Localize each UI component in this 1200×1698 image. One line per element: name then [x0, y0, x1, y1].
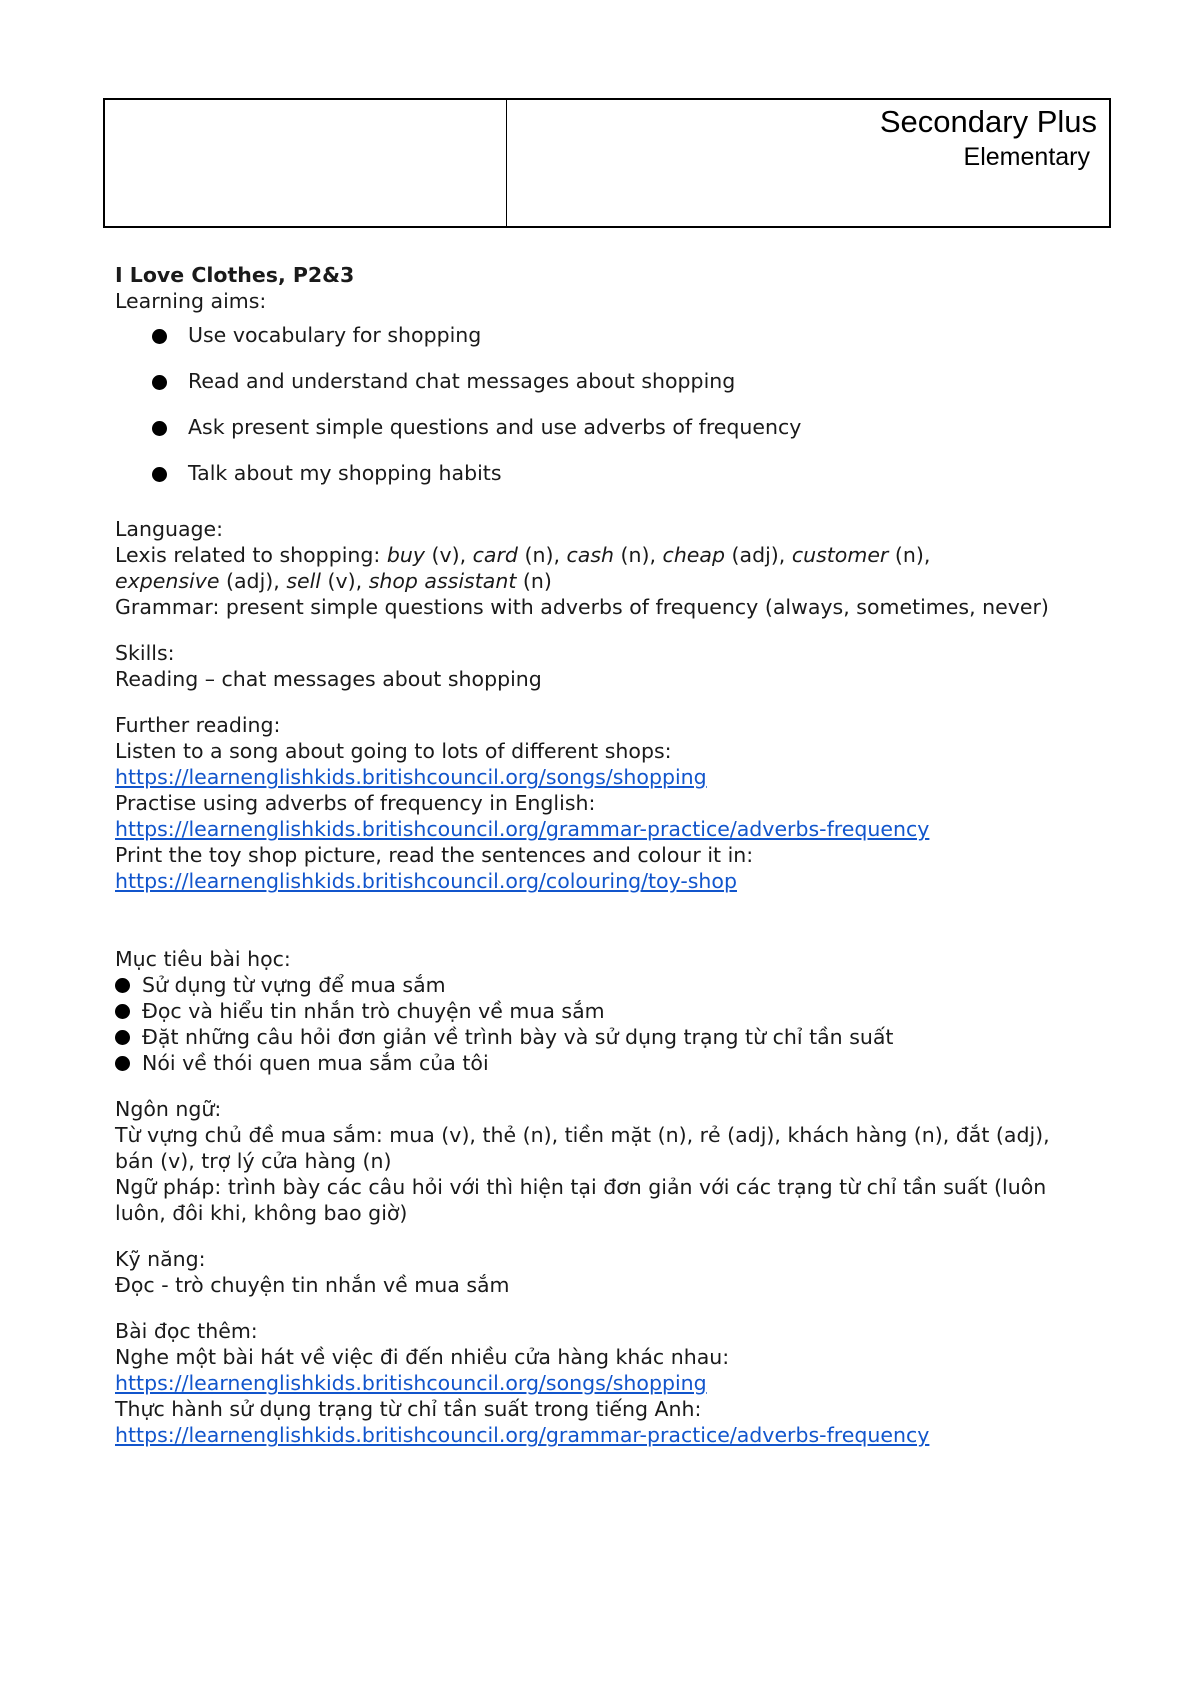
lesson-title: I Love Clothes, P2&3	[115, 263, 355, 287]
further-text-2: Practise using adverbs of frequency in English:	[115, 791, 596, 815]
vi-grammar-line: Ngữ pháp: trình bày các câu hỏi với thì hiện tại đơn giản với các trạng từ chỉ tần suất (luôn luôn, đôi khi, không bao giờ)	[115, 1175, 1047, 1225]
bullet-icon	[115, 1056, 130, 1071]
course-name: Secondary Plus	[879, 104, 1097, 139]
bullet-icon	[152, 467, 167, 482]
vi-further-label: Bài đọc thêm:	[115, 1319, 258, 1343]
vi-lexis-line: Từ vựng chủ đề mua sắm: mua (v), thẻ (n), tiền mặt (n), rẻ (adj), khách hàng (n), đắt (adj), bán (v), trợ lý cửa hàng (n)	[115, 1123, 1050, 1173]
bullet-icon	[152, 375, 167, 390]
vi-further-section	[115, 1318, 1085, 1448]
vi-language-section	[115, 1096, 1085, 1226]
list-item: Ask present simple questions and use adverbs of frequency	[115, 414, 1085, 440]
list-item: Nói về thói quen mua sắm của tôi	[115, 1050, 1085, 1076]
bullet-icon	[115, 978, 130, 993]
course-level: Elementary	[963, 143, 1090, 171]
further-reading-section	[115, 712, 1085, 894]
skills-section	[115, 640, 1085, 692]
link-adverbs-frequency[interactable]: https://learnenglishkids.britishcouncil.org/grammar-practice/adverbs-frequency	[115, 817, 930, 841]
bullet-icon	[115, 1004, 130, 1019]
list-item: Đọc và hiểu tin nhắn trò chuyện về mua sắm	[115, 998, 1085, 1024]
bullet-icon	[152, 329, 167, 344]
bullet-icon	[152, 421, 167, 436]
vi-further-text-1: Nghe một bài hát về việc đi đến nhiều cửa hàng khác nhau:	[115, 1345, 730, 1369]
vi-aims-list	[115, 972, 1085, 1076]
link-songs-shopping[interactable]: https://learnenglishkids.britishcouncil.org/songs/shopping	[115, 765, 707, 789]
skills-label: Skills:	[115, 641, 175, 665]
link-colouring-toy-shop[interactable]: https://learnenglishkids.britishcouncil.org/colouring/toy-shop	[115, 869, 737, 893]
document-body	[115, 262, 1085, 1448]
vi-skills-label: Kỹ năng:	[115, 1247, 206, 1271]
vi-further-text-2: Thực hành sử dụng trạng từ chỉ tần suất trong tiếng Anh:	[115, 1397, 702, 1421]
vi-link-songs-shopping[interactable]: https://learnenglishkids.britishcouncil.org/songs/shopping	[115, 1371, 707, 1395]
list-item: Read and understand chat messages about shopping	[115, 368, 1085, 394]
header-table	[103, 98, 1111, 228]
list-item: Sử dụng từ vựng để mua sắm	[115, 972, 1085, 998]
further-text-1: Listen to a song about going to lots of different shops:	[115, 739, 672, 763]
grammar-line: Grammar: present simple questions with adverbs of frequency (always, sometimes, never)	[115, 595, 1049, 619]
list-item: Talk about my shopping habits	[115, 460, 1085, 486]
bullet-icon	[115, 1030, 130, 1045]
vi-aims-section	[115, 946, 1085, 1076]
further-text-3: Print the toy shop picture, read the sentences and colour it in:	[115, 843, 754, 867]
lexis-line: Lexis related to shopping: buy (v), card (n), cash (n), cheap (adj), customer (n), expensive (adj), sell (v), shop assistant (n)	[115, 543, 931, 593]
list-item: Use vocabulary for shopping	[115, 322, 1085, 348]
list-item: Đặt những câu hỏi đơn giản về trình bày và sử dụng trạng từ chỉ tần suất	[115, 1024, 1085, 1050]
language-label: Language:	[115, 517, 224, 541]
learning-aims-label: Learning aims:	[115, 289, 267, 313]
skills-text: Reading – chat messages about shopping	[115, 667, 542, 691]
vi-skills-text: Đọc - trò chuyện tin nhắn về mua sắm	[115, 1273, 510, 1297]
vi-skills-section	[115, 1246, 1085, 1298]
vi-link-adverbs-frequency[interactable]: https://learnenglishkids.britishcouncil.org/grammar-practice/adverbs-frequency	[115, 1423, 930, 1447]
language-section	[115, 516, 1085, 620]
vi-aims-label: Mục tiêu bài học:	[115, 947, 291, 971]
further-reading-label: Further reading:	[115, 713, 281, 737]
learning-aims-list	[115, 322, 1085, 486]
vi-language-label: Ngôn ngữ:	[115, 1097, 222, 1121]
header-right-cell	[507, 100, 1109, 226]
header-left-cell	[105, 100, 507, 226]
